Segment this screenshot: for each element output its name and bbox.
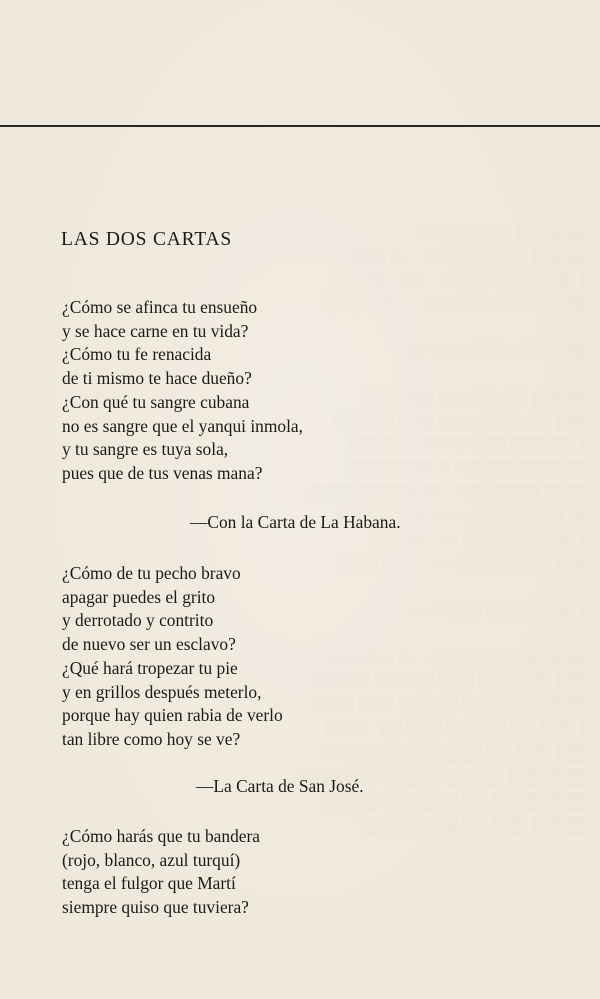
bleed-through-texture: ░░░░ ░░ ░░░░░░░░ ░░░░░ ░░░░░░░░░ ░░ ░░░░ ░ ░░ ░░░░ ░░░░░ ░░░ ░░░░░ ░░░░░░░░ ░░░░░░ ░ ░░░░░░ ░░░░ ░░ ░░░░░░░░░ ░░░░░ ░░ ░░░░░ ░░░░░░ ░░░ ░░ ░░░░░░░ ░░░ ░░░░░ ░ ░░ ░░░ ░░ ░░░░░ ░ ░░░░ ░░░░░░ ░░░░░ ░ ░░░░░░░ ░░░░ ░░░░ ░░░ ░░ ░░░░░ ░░░░ ░░ ░░░░░ ░░░░░░░ ░░░░░░ ░ ░░ ░░░░░░░ ░░ ░░░░░ ░░░ ░░░░░ ░░░░░ ░ ░░ ░░░ ░ ░░ ░░░░░ ░░ ░░░░ ░░░░░░ ░░░░░░ ░ ░░ ░░░░░░ ░░░ ░░░░░░ ░░░ ░░░░░ ░░░░░ ░░░░ ░░ ░░░░ ░░░░░ ░░░ ░░░░ ░ ░░░ ░░ ░░░░░ ░░░ ░░ ░░░░ ░░░ ░░░ ░░ ░░░░ ░░░░░░░░░ ░░░░░░░ ░░░░░ ░░░░░ ░ ░░░░░ ░░░░░░ ░░ ░░ ░░░░░░ ░░░░░ ░░░░░ ░░░ ░░ ░░░░ ░░░░	[297, 222, 592, 834]
verse-line: ¿Cómo tu fe renacida	[62, 344, 212, 365]
verse-line: pues que de tus venas mana?	[62, 462, 263, 483]
verse-line: (rojo, blanco, azul turquí)	[62, 849, 241, 870]
verse-line: ¿Cómo de tu pecho bravo	[62, 563, 241, 583]
verse-line: ¿Qué hará tropezar tu pie	[62, 657, 238, 678]
verse-line: y derrotado y contrito	[62, 610, 214, 631]
verse-line: ¿Cómo se afinca tu ensueño	[62, 297, 258, 317]
verse-line: ¿Con qué tu sangre cubana	[62, 391, 250, 412]
verse-line: ¿Cómo harás que tu bandera	[62, 826, 260, 846]
verse-line: de ti mismo te hace dueño?	[62, 368, 252, 389]
poem-title: LAS DOS CARTAS	[61, 229, 232, 250]
verse-line: apagar puedes el grito	[62, 586, 216, 607]
attribution-havana: —Con la Carta de La Habana.	[190, 512, 401, 532]
verse-line: y en grillos después meterlo,	[62, 681, 262, 702]
attribution-san-jose: —La Carta de San José.	[196, 776, 364, 796]
verse-line: no es sangre que el yanqui inmola,	[62, 415, 303, 436]
verse-line: y tu sangre es tuya sola,	[62, 439, 229, 460]
verse-line: de nuevo ser un esclavo?	[62, 634, 236, 655]
verse-line: siempre quiso que tuviera?	[62, 897, 249, 918]
verse-line: tan libre como hoy se ve?	[62, 728, 241, 749]
header-rule	[0, 125, 600, 127]
verse-line: y se hace carne en tu vida?	[62, 320, 249, 341]
stanza-2	[62, 562, 283, 752]
stanza-1	[62, 296, 303, 486]
verse-line: tenga el fulgor que Martí	[62, 873, 236, 894]
stanza-3	[62, 825, 260, 920]
verse-line: porque hay quien rabia de verlo	[62, 705, 283, 726]
